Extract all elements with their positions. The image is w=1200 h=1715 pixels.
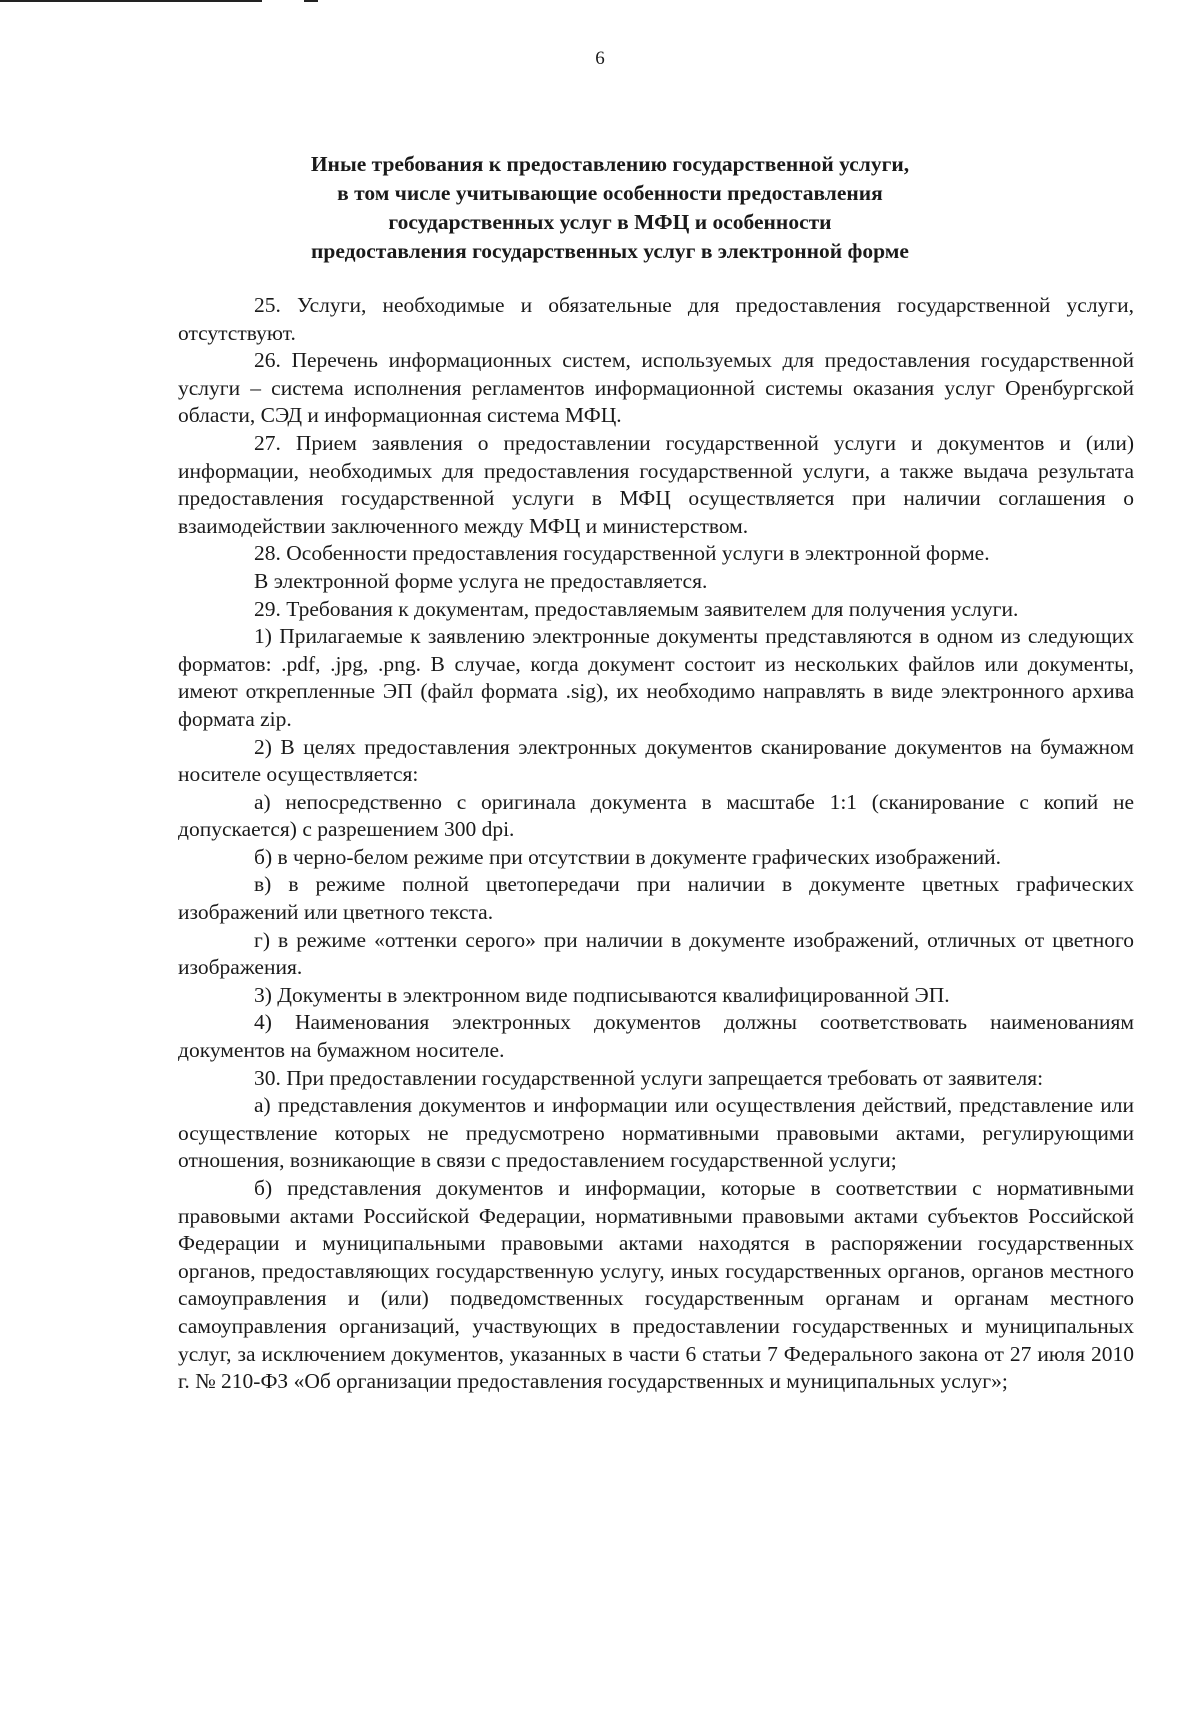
- paragraph-29: 29. Требования к документам, предоставляемым заявителем для получения услуги.: [254, 596, 1019, 621]
- section-title-line: предоставления государственных услуг в электронной форме: [311, 239, 909, 263]
- paragraph-29-item-2v: в) в режиме полной цветопередачи при наличии в документе цветных графических изображений или цветного текста.: [178, 872, 1134, 925]
- paragraph-30-item-b: б) представления документов и информации, которые в соответствии с нормативными правовыми актами Российской Федерации, нормативными правовыми актами субъектов Российской Федерации и муниципальными правовыми актами находятся в распоряжении государственных органов, предоставляющих государственную услугу, иных государственных органов, органов местного самоуправления и (или) подведомственных государственным органам и органам местного самоуправления организаций, участвующих в предоставлении государственных и муниципальных услуг, за исключением документов, указанных в части 6 статьи 7 Федерального закона от 27 июля 2010 г. № 210-ФЗ «Об организации предоставления государственных и муниципальных услуг»;: [178, 1176, 1134, 1394]
- scan-edge-mark: [304, 0, 318, 2]
- paragraph-27: 27. Прием заявления о предоставлении государственной услуги и документов и (или) информации, необходимых для предоставления государственной услуги, а также выдача результата предоставления государственной услуги в МФЦ осуществляется при наличии соглашения о взаимодействии заключенного между МФЦ и министерством.: [178, 430, 1134, 538]
- section-title-line: Иные требования к предоставлению государственной услуги,: [310, 152, 910, 176]
- section-title-line: в том числе учитывающие особенности предоставления: [337, 181, 883, 205]
- page-number: 6: [595, 48, 605, 69]
- paragraph-30: 30. При предоставлении государственной услуги запрещается требовать от заявителя:: [254, 1065, 1044, 1090]
- paragraph-29-item-2g: г) в режиме «оттенки серого» при наличии в документе изображений, отличных от цветного изображения.: [178, 927, 1134, 980]
- paragraph-29-item-1: 1) Прилагаемые к заявлению электронные документы представляются в одном из следующих форматов: .pdf, .jpg, .png. В случае, когда документ состоит из нескольких файлов или документы, имеют открепленные ЭП (файл формата .sig), их необходимо направлять в виде электронного архива формата zip.: [178, 624, 1134, 731]
- section-title: [220, 150, 1000, 266]
- scan-edge-mark: [0, 0, 262, 2]
- paragraph-29-item-2b: б) в черно-белом режиме при отсутствии в документе графических изображений.: [254, 844, 1002, 869]
- paragraph-29-item-3: 3) Документы в электронном виде подписываются квалифицированной ЭП.: [254, 982, 950, 1007]
- paragraph-26: 26. Перечень информационных систем, используемых для предоставления государственной услуги – система исполнения регламентов информационной системы оказания услуг Оренбургской области, СЭД и информационная система МФЦ.: [178, 348, 1134, 428]
- paragraph-28: 28. Особенности предоставления государственной услуги в электронной форме.: [254, 541, 990, 566]
- document-body: [178, 292, 1134, 1396]
- paragraph-29-item-2: 2) В целях предоставления электронных документов сканирование документов на бумажном носителе осуществляется:: [178, 734, 1134, 787]
- paragraph-30-item-a: а) представления документов и информации или осуществления действий, представление или осуществление которых не предусмотрено нормативными правовыми актами, регулирующими отношения, возникающие в связи с предоставлением государственной услуги;: [178, 1093, 1134, 1173]
- section-title-line: государственных услуг в МФЦ и особенности: [388, 210, 832, 234]
- paragraph-29-item-2a: а) непосредственно с оригинала документа в масштабе 1:1 (сканирование с копий не допускается) с разрешением 300 dpi.: [178, 789, 1134, 842]
- paragraph-25: 25. Услуги, необходимые и обязательные для предоставления государственной услуги, отсутствуют.: [178, 293, 1134, 345]
- paragraph-29-item-4: 4) Наименования электронных документов должны соответствовать наименованиям документов на бумажном носителе.: [178, 1010, 1134, 1063]
- paragraph-28-note: В электронной форме услуга не предоставляется.: [254, 568, 708, 593]
